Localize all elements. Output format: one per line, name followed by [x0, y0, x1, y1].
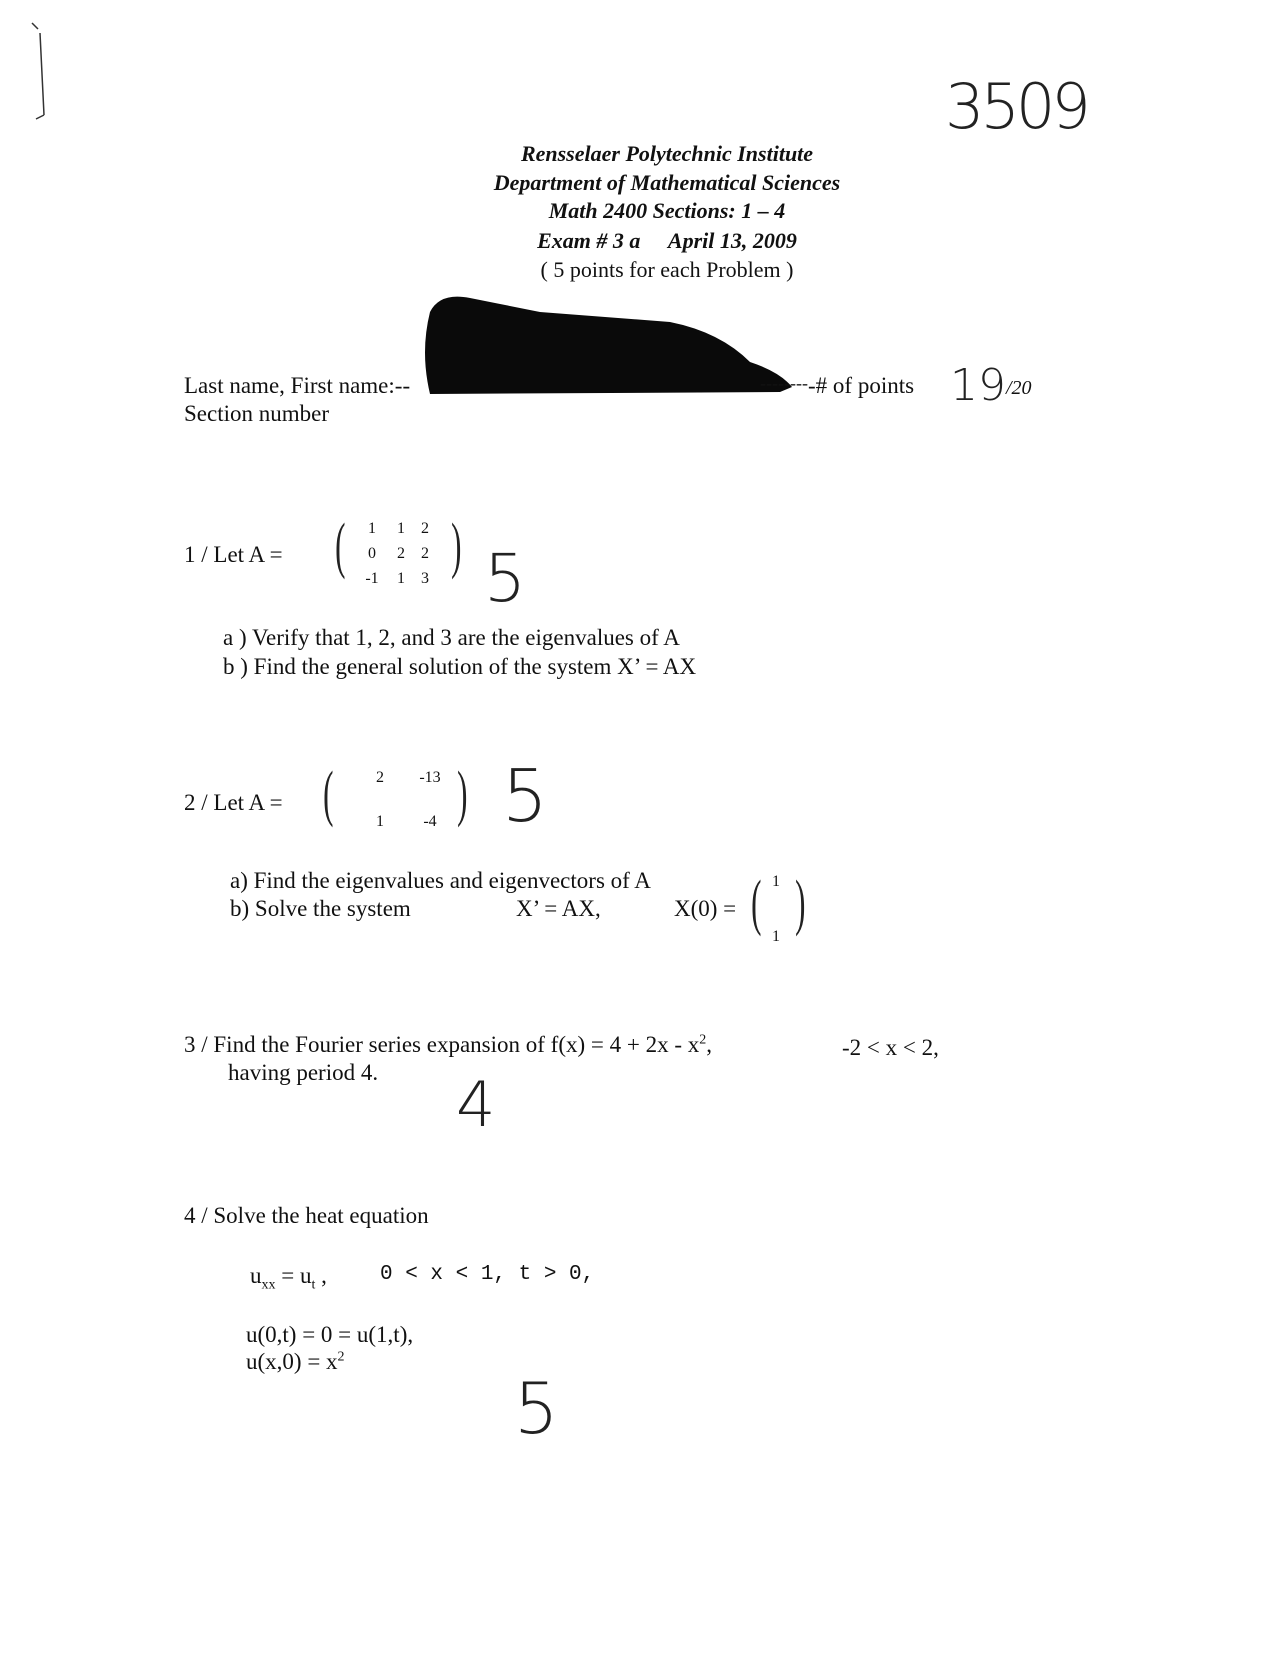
margin-bracket-mark [18, 15, 58, 125]
matrix-entry: 2 [421, 520, 429, 537]
p2-matrix [350, 770, 450, 830]
p4-pde [250, 1264, 327, 1293]
matrix-entry: 0 [368, 545, 376, 562]
p3-grade: 4 [456, 1068, 496, 1141]
p2-ic-entry: 1 [772, 873, 780, 890]
p3-exponent: 2 [699, 1032, 707, 1048]
exam-line [0, 230, 1280, 252]
matrix-entry: 2 [397, 545, 405, 562]
name-label: Last name, First name:-- [184, 373, 411, 398]
p4-grade: 5 [514, 1368, 559, 1450]
matrix-entry: 2 [421, 545, 429, 562]
course: Math 2400 Sections: 1 – 4 [548, 198, 786, 223]
p3-line1 [184, 1033, 712, 1056]
p2-part-b: b) Solve the system [230, 896, 411, 921]
p4-boundary: u(0,t) = 0 = u(1,t), [246, 1322, 414, 1347]
pde-eq: = u [275, 1263, 312, 1288]
p2-ic-right-paren: ) [795, 869, 806, 937]
p1-grade: 5 [484, 540, 526, 617]
matrix-entry: -4 [423, 813, 437, 830]
p2-part-a: a) Find the eigenvalues and eigenvectors of A [230, 868, 651, 893]
exam-date: April 13, 2009 [667, 228, 797, 253]
score-total: /20 [1006, 377, 1032, 399]
department: Department of Mathematical Sciences [493, 170, 841, 195]
p4-intro: 4 / Solve the heat equation [184, 1203, 429, 1228]
pde-comma: , [315, 1263, 327, 1288]
p3-statement: 3 / Find the Fourier series expansion of f(x) = 4 + 2x - x [184, 1032, 700, 1057]
p4-range: 0 < x < 1, t > 0, [380, 1263, 595, 1286]
p3-line2: having period 4. [228, 1060, 379, 1085]
matrix-entry: -13 [419, 769, 441, 786]
p1-left-paren: ( [335, 512, 346, 580]
matrix-entry: 1 [397, 520, 405, 537]
p2-grade: 5 [502, 754, 548, 838]
score: 19 [950, 360, 1006, 411]
p3-comma: , [706, 1032, 712, 1057]
p2-right-paren: ) [457, 760, 468, 828]
p3-domain: -2 < x < 2, [842, 1035, 939, 1060]
p4-ic-text: u(x,0) = x [246, 1349, 338, 1374]
p1-matrix [355, 521, 437, 587]
p1-right-paren: ) [451, 512, 462, 580]
p2-intro: 2 / Let A = [184, 790, 283, 815]
points-label: -# of points [808, 373, 915, 398]
p1-part-b: b ) Find the general solution of the system X’ = AX [223, 654, 697, 679]
exam-number: Exam # 3 a [537, 228, 641, 253]
p4-initial [246, 1350, 345, 1373]
matrix-entry: -1 [365, 570, 379, 587]
name-dashes: -------- [760, 373, 808, 393]
p2-ic-label: X(0) = [674, 896, 737, 921]
p4-ic-exponent: 2 [337, 1349, 345, 1365]
matrix-entry: 3 [421, 570, 429, 587]
matrix-entry: 1 [368, 520, 376, 537]
matrix-entry: 1 [376, 813, 384, 830]
pde-sub-t: t [311, 1277, 316, 1293]
handwritten-id: 3509 [945, 70, 1087, 143]
p2-left-paren: ( [323, 760, 334, 828]
matrix-entry: 2 [376, 769, 384, 786]
pde-sub-xx: xx [261, 1277, 276, 1293]
matrix-entry: 1 [397, 570, 405, 587]
p2-system: X’ = AX, [516, 896, 601, 921]
p2-ic-entry: 1 [772, 928, 780, 945]
p1-intro: 1 / Let A = [184, 542, 283, 567]
section-label: Section number [184, 401, 329, 426]
points-note: ( 5 points for each Problem ) [540, 257, 794, 282]
p1-part-a: a ) Verify that 1, 2, and 3 are the eigenvalues of A [223, 625, 680, 650]
pde-u: u [250, 1263, 262, 1288]
p2-ic-left-paren: ( [751, 869, 762, 937]
institution: Rensselaer Polytechnic Institute [520, 141, 814, 166]
